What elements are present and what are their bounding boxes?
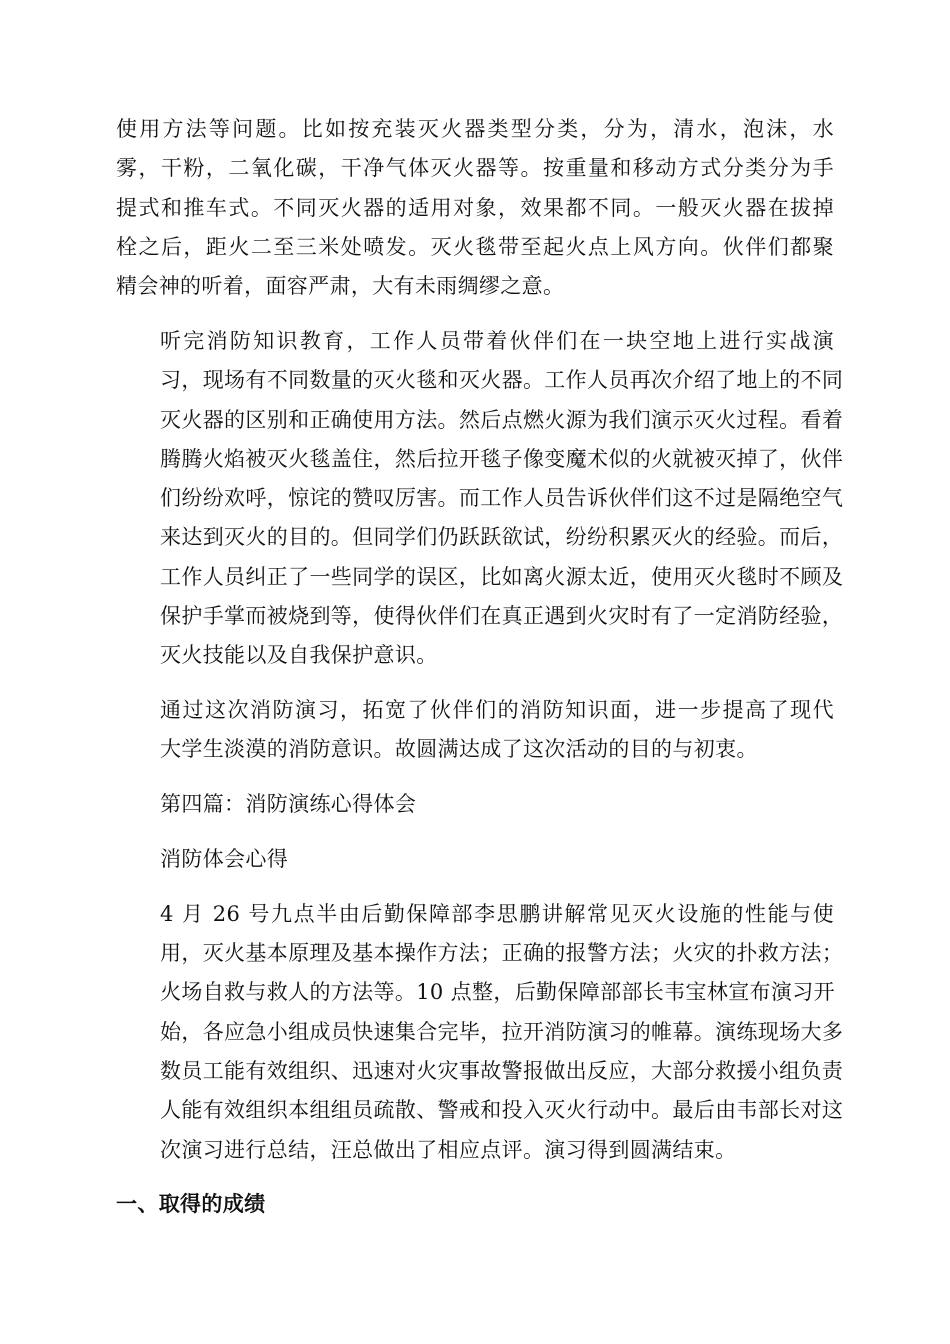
paragraph: [116, 785, 834, 824]
text-line: 人能有效组织本组组员疏散、警戒和投入灭火行动中。最后由韦部长对这: [160, 1098, 844, 1123]
text-line: 4 月 26 号九点半由后勤保障部李思鹏讲解常见灭火设施的性能与使: [160, 901, 834, 926]
text-line: 提式和推车式。不同灭火器的适用对象，效果都不同。一般灭火器在拔掉: [116, 195, 834, 220]
paragraph: [116, 691, 834, 770]
text-line: 始，各应急小组成员快速集合完毕，拉开消防演习的帷幕。演练现场大多: [160, 1019, 844, 1044]
text-line: 腾腾火焰被灭火毯盖住，然后拉开毯子像变魔术似的火就被灭掉了，伙伴: [160, 446, 844, 471]
text-line: 第四篇：消防演练心得体会: [160, 792, 417, 817]
text-line: 保护手掌而被烧到等，使得伙伴们在真正遇到火灾时有了一定消防经验，: [160, 604, 844, 629]
document-body: [116, 110, 844, 1170]
text-line: 工作人员纠正了一些同学的误区，比如离火源太近，使用灭火毯时不顾及: [160, 564, 844, 589]
document-page: [116, 110, 844, 1240]
section-heading: 一、取得的成绩: [116, 1192, 266, 1217]
text-line: 大学生淡漠的消防意识。故圆满达成了这次活动的目的与初衷。: [160, 737, 758, 762]
text-line: 通过这次消防演习，拓宽了伙伴们的消防知识面，进一步提高了现代: [160, 698, 834, 723]
text-line: 灭火技能以及自我保护意识。: [160, 643, 438, 668]
text-line: 用，灭火基本原理及基本操作方法；正确的报警方法；火灾的扑救方法；: [160, 941, 844, 966]
text-line: 次演习进行总结，汪总做出了相应点评。演习得到圆满结束。: [160, 1137, 737, 1162]
paragraph: [116, 322, 844, 676]
paragraph: [116, 840, 834, 879]
text-line: 来达到灭火的目的。但同学们仍跃跃欲试，纷纷积累灭火的经验。而后，: [160, 525, 844, 550]
text-line: 消防体会心得: [160, 847, 289, 872]
text-line: 数员工能有效组织、迅速对火灾事故警报做出反应，大部分救援小组负责: [160, 1059, 844, 1084]
text-line: 精会神的听着，面容严肃，大有未雨绸缪之意。: [116, 274, 565, 299]
text-line: 雾，干粉，二氧化碳，干净气体灭火器等。按重量和移动方式分类分为手: [116, 156, 834, 181]
paragraph: [116, 110, 834, 306]
text-line: 习，现场有不同数量的灭火毯和灭火器。工作人员再次介绍了地上的不同: [160, 368, 844, 393]
text-line: 火场自救与救人的方法等。10 点整，后勤保障部部长韦宝林宣布演习开: [160, 980, 835, 1005]
paragraph: [116, 895, 844, 1170]
text-line: 们纷纷欢呼，惊诧的赞叹厉害。而工作人员告诉伙伴们这不过是隔绝空气: [160, 486, 844, 511]
text-line: 听完消防知识教育，工作人员带着伙伴们在一块空地上进行实战演: [160, 328, 834, 353]
text-line: 使用方法等问题。比如按充装灭火器类型分类，分为，清水，泡沫，水: [116, 117, 834, 141]
text-line: 栓之后，距火二至三米处喷发。灭火毯带至起火点上风方向。伙伴们都聚: [116, 234, 834, 259]
text-line: 灭火器的区别和正确使用方法。然后点燃火源为我们演示灭火过程。看着: [160, 407, 844, 432]
